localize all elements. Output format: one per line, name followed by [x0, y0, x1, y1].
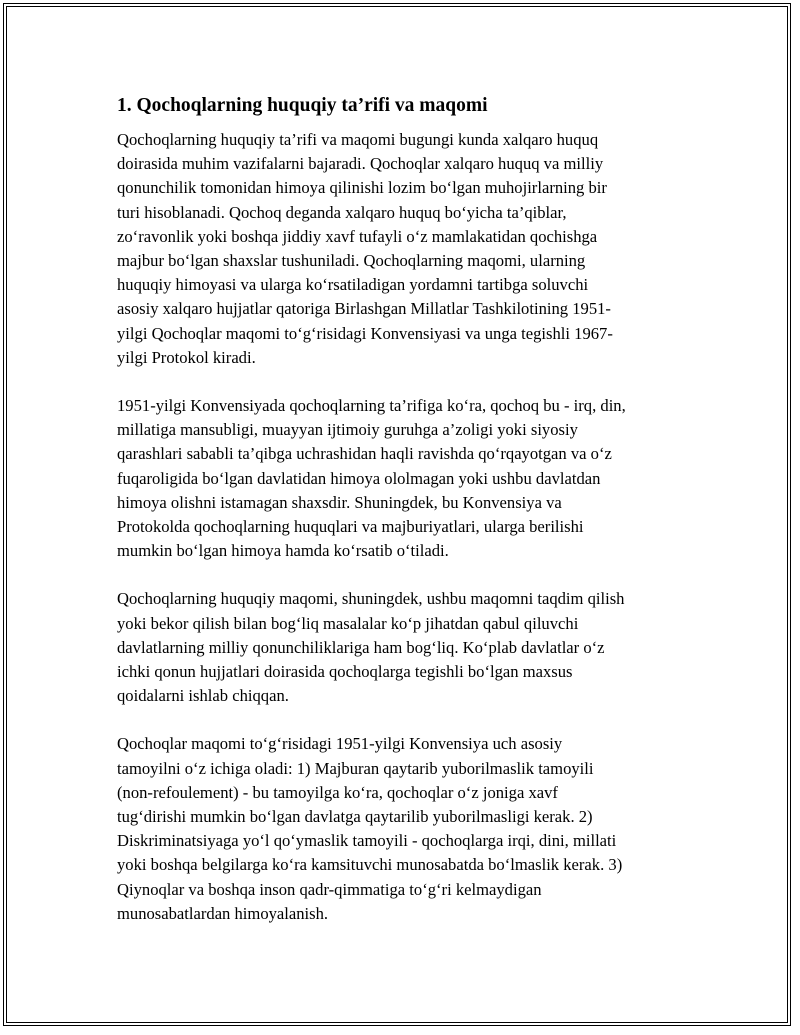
document-body [117, 92, 687, 950]
paragraph-2: 1951-yilgi Konvensiyada qochoqlarning ta’rifiga ko‘ra, qochoq bu - irq, din, millatiga mansubligi, muayyan ijtimoiy guruhga a’zoligi yoki siyosiy qarashlari sababli ta’qibga uchrashidan haqli ravishda qo‘rqayotgan va o‘z fuqaroligida bo‘lgan davlatidan himoya ololmagan yoki ushbu davlatdan himoya olishni istamagan shaxsdir. Shuningdek, bu Konvensiya va Protokolda qochoqlarning huquqlari va majburiyatlari, ularga berilishi mumkin bo‘lgan himoya hamda ko‘rsatib o‘tiladi. [117, 396, 626, 561]
paragraph-4: Qochoqlar maqomi to‘g‘risidagi 1951-yilgi Konvensiya uch asosiy tamoyilni o‘z ichiga oladi: 1) Majburan qaytarib yuborilmaslik tamoyili (non-refoulement) - bu tamoyilga ko‘ra, qochoqlar o‘z joniga xavf tug‘dirishi mumkin bo‘lgan davlatga qaytarilib yuborilmasligi kerak. 2) Diskriminatsiyaga yo‘l qo‘ymaslik tamoyili - qochoqlarga irqi, dini, millati yoki boshqa belgilarga ko‘ra kamsituvchi munosabatda bo‘lmaslik kerak. 3) Qiynoqlar va boshqa inson qadr-qimmatiga to‘g‘ri kelmaydigan munosabatlardan himoyalanish. [117, 734, 623, 923]
paragraph-3: Qochoqlarning huquqiy maqomi, shuningdek, ushbu maqomni taqdim qilish yoki bekor qilish bilan bog‘liq masalalar ko‘p jihatdan qabul qiluvchi davlatlarning milliy qonunchiliklariga ham bog‘liq. Ko‘plab davlatlar o‘z ichki qonun hujjatlari doirasida qochoqlarga tegishli bo‘lgan maxsus qoidalarni ishlab chiqqan. [117, 589, 625, 706]
section-heading: 1. Qochoqlarning huquqiy ta’rifi va maqomi [117, 95, 488, 116]
paragraph-1: Qochoqlarning huquqiy ta’rifi va maqomi bugungi kunda xalqaro huquq doirasida muhim vazifalarni bajaradi. Qochoqlar xalqaro huquq va milliy qonunchilik tomonidan himoya qilinishi lozim bo‘lgan muhojirlarning bir turi hisoblanadi. Qochoq deganda xalqaro huquq bo‘yicha ta’qiblar, zo‘ravonlik yoki boshqa jiddiy xavf tufayli o‘z mamlakatidan qochishga majbur bo‘lgan shaxslar tushuniladi. Qochoqlarning maqomi, ularning huquqiy himoyasi va ularga ko‘rsatiladigan yordamni tartibga soluvchi asosiy xalqaro hujjatlar qatoriga Birlashgan Millatlar Tashkilotining 1951- yilgi Qochoqlar maqomi to‘g‘risidagi Konvensiyasi va unga tegishli 1967- yilgi Protokol kiradi. [117, 130, 613, 367]
